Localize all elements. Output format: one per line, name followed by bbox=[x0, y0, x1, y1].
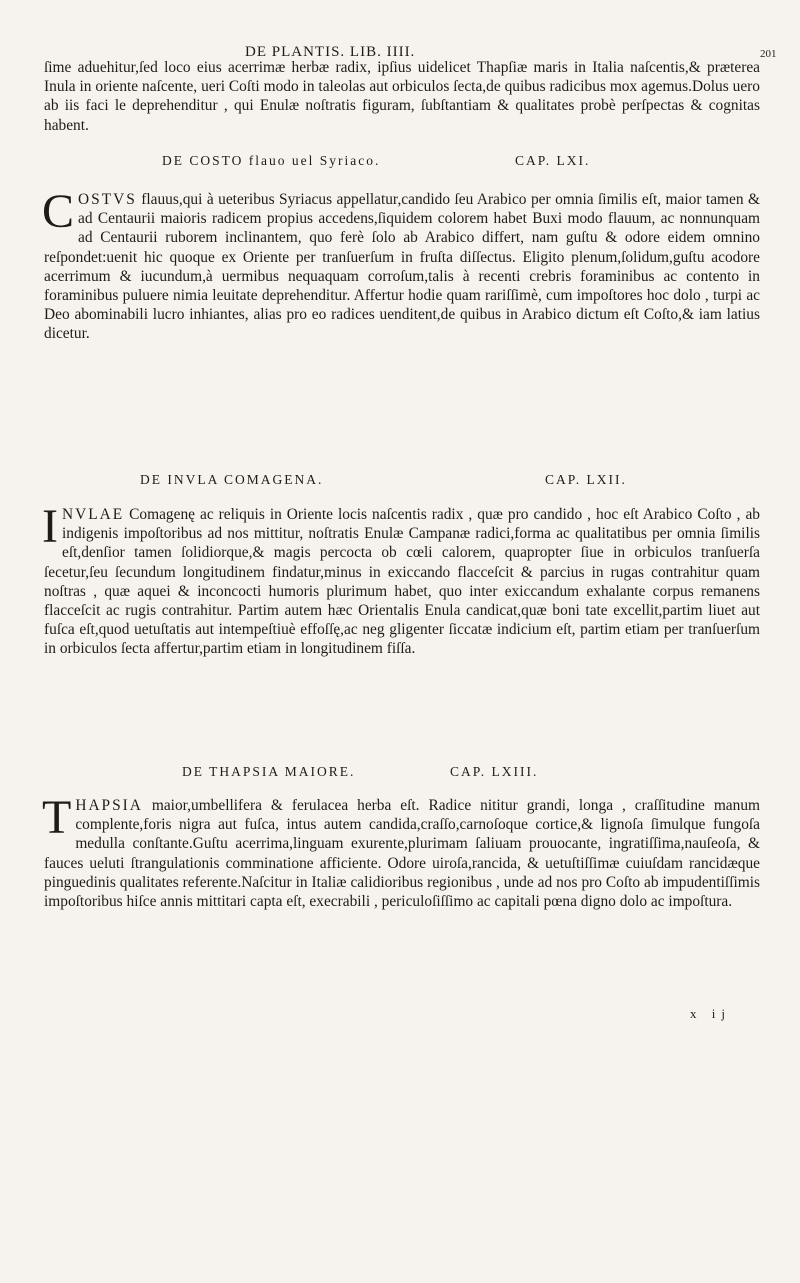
chapter-text: flauus,qui à ueteribus Syriacus appellatur,candido ſeu Arabico per omnia ſimilis eſt, maior tamen & ad Centaurii maioris radicem propius accedens,ſiquidem colorem habet Buxi modo flauum, ac nonnunquam ad Centaurii ruborem inclinantem, quo ferè ſolo ab Arabico differt, nam guſtu & odore eidem omnino reſpondet:uenit hic quoque ex Oriente per tranſuerſum in fruſta diſſectus. Eligito plenum,ſolidum,guſtu acodore acerrimum & iucundum,à uermibus nequaquam corroſum,talis à recenti crebris foraminibus ac contento in foraminibus puluere nimia leuitate deprehenditur. Affertur hodie quam rariſſimè, cum impoſtores hoc dolo , turpi ac Deo abominabili lucro inhiantes, alias pro eo radices uenditent,de quibus in Arabico dictum eſt Coſto,& iam latius dicetur. bbox=[44, 191, 760, 343]
chapter-number: CAP. LXI. bbox=[515, 153, 591, 168]
signature-mark: x ij bbox=[690, 1006, 731, 1021]
chapter-title: DE INVLA COMAGENA. bbox=[140, 472, 324, 487]
page-number: 201 bbox=[760, 48, 777, 60]
chapter-text: maior,umbellifera & ferulacea herba eſt. Radice nititur grandi, longa , craſſitudine manum complente,foris nigra aut fuſca, intus autem candida,craſſo,carnoſoque cortice,& lignoſa ſimulque fungoſa medulla conſtante.Guſtu acerrima,linguam exurente,plurimam ſaliuam prouocante, ingratiſſima,nauſeoſa, & fauces ueluti ſtrangulationis comminatione afficiente. Odore uiroſa,rancida, & uetuſtiſſimæ cuiuſdam rancidæque pinguedinis qualitates referente.Naſcitur in Italiæ calidioribus regionibus , unde ad nos pro Coſto ab impudentiſſimis impoſtoribus hiſce annis mittitari capta eſt, execrabili , periculoſiſſimo ac capitali pœna digno dolo ac impoſtura. bbox=[44, 797, 760, 911]
lead-capitals: NVLAE bbox=[61, 506, 125, 523]
drop-cap: C bbox=[42, 185, 75, 238]
drop-cap: I bbox=[42, 500, 58, 553]
chapter-body-thapsia bbox=[42, 791, 760, 911]
lead-capitals: OSTVS bbox=[78, 191, 137, 208]
running-head: DE PLANTIS. LIB. IIII. bbox=[245, 44, 416, 60]
drop-cap: T bbox=[42, 791, 72, 844]
chapter-body-costo bbox=[42, 185, 760, 344]
chapter-title: DE THAPSIA MAIORE. bbox=[182, 764, 356, 779]
chapter-text: Comagenę ac reliquis in Oriente locis naſcentis radix , quæ pro candido , hoc eſt Arabico Coſto , ab indigenis impoſtoribus ad nos mittitur, noſtratis Enulæ Campanæ radici,forma ac qualitatibus per omnia ſimilis eſt,denſior tamen ſolidiorque,& magis percocta ob cœli calorem, quapropter ſiue in orbiculos tranſuerſa ſecetur,ſeu ſecundum longitudinem findatur,minus in exiccando flacceſcit & parcius in rugas contrahitur quam noſtras , quæ aquei & inconcocti humoris plurimum habet, quo inter exiccandum exhalante corpus remanens flacceſcit ac rugis contrahitur. Partim autem hæc Orientalis Enula candicat,quæ boni tate excellit,partim liuet aut fuſca eſt,quod uetuſtatis aut intempeſtiuè effoſſę,ac neg gligenter ſiccatæ indicium eſt, partim etiam per tranſuerſum in orbiculos ſecta affertur,partim etiam in longitudinem fiſſa. bbox=[44, 506, 760, 658]
chapter-body-inula bbox=[42, 500, 760, 659]
chapter-title: DE COSTO flauo uel Syriaco. bbox=[162, 153, 381, 168]
chapter-number: CAP. LXII. bbox=[545, 472, 627, 487]
chapter-number: CAP. LXIII. bbox=[450, 764, 539, 779]
lead-capitals: HAPSIA bbox=[75, 797, 143, 814]
intro-paragraph: ſime aduehitur,ſed loco eius acerrimæ herbæ radix, ipſius uidelicet Thapſiæ maris in Italia naſcentis,& præterea Inula in oriente naſcente, ueri Coſti modo in taleolas aut orbiculos ſecta,de quibus radicibus mox agemus.Dolus uero ab iis faci le deprehenditur , qui Enulæ noſtratis figuram, ſubſtantiam & qualitates probè perſpectas & cognitas habent. bbox=[44, 59, 760, 134]
